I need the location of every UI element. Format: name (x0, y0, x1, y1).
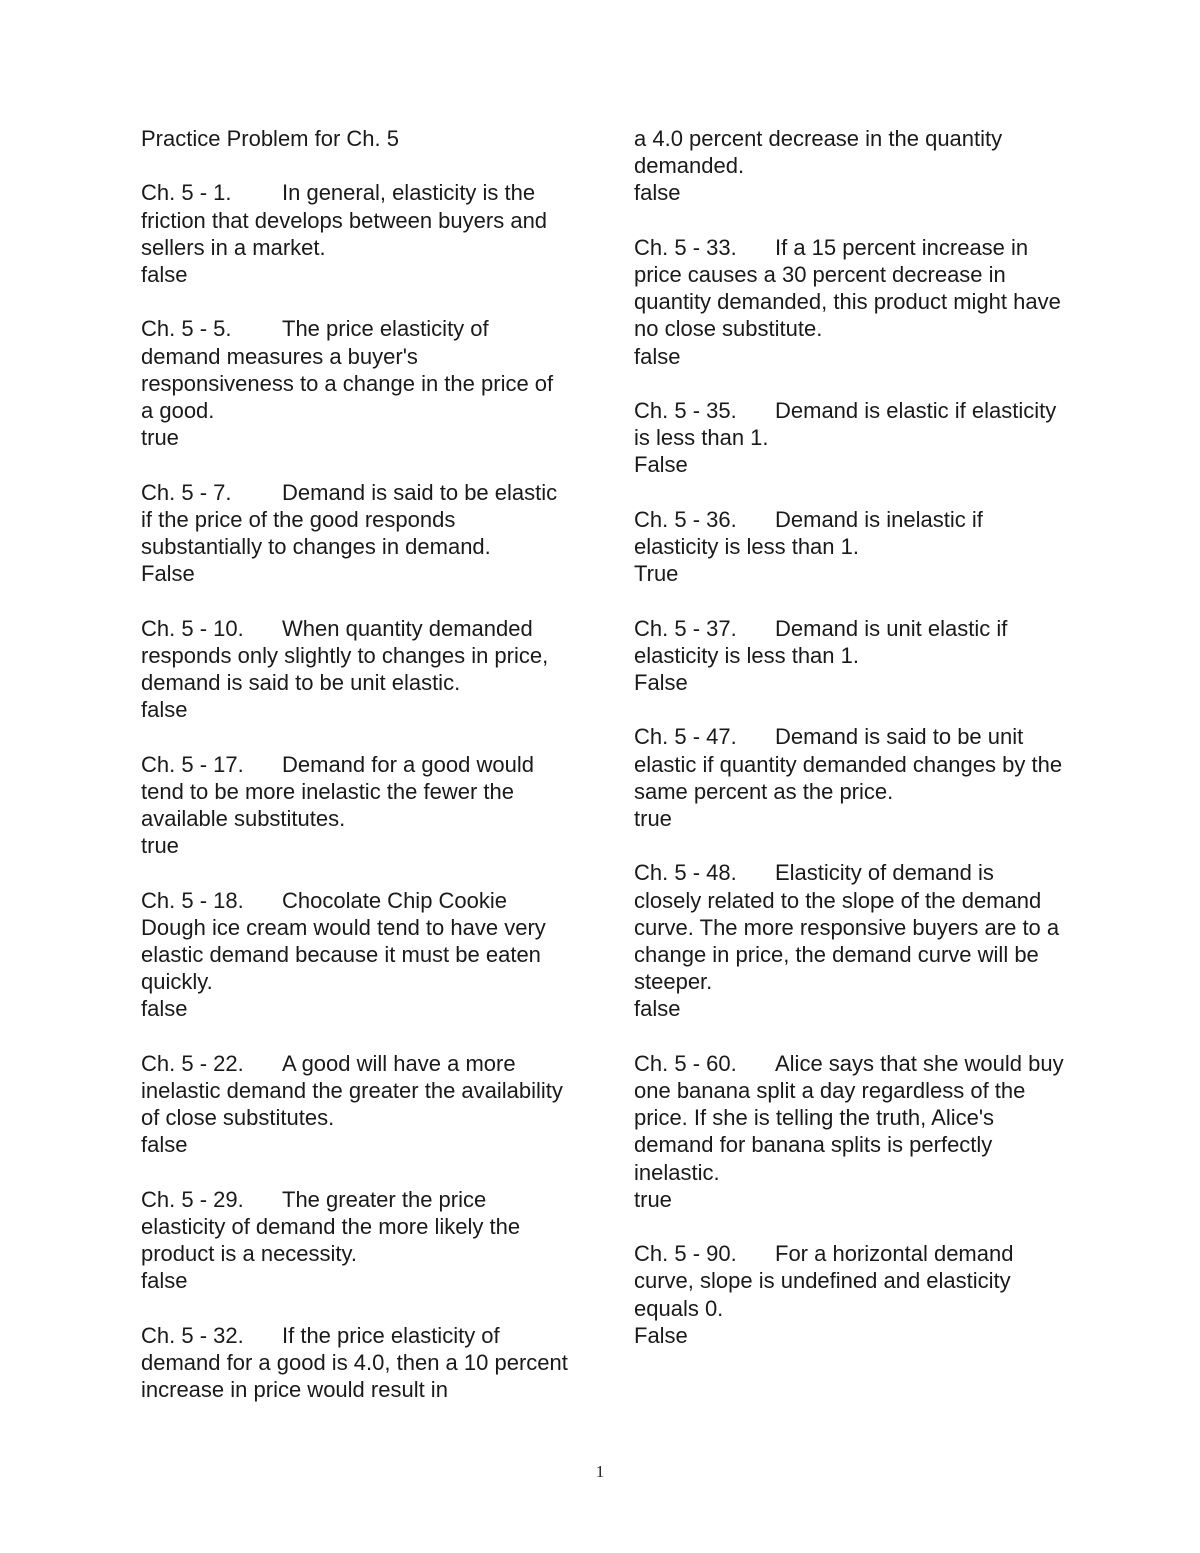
question-label: Ch. 5 - 5. (141, 316, 232, 342)
question-item (141, 751, 571, 860)
question-answer: False (141, 561, 195, 587)
page-number: 1 (595, 1462, 605, 1481)
question-label: Ch. 5 - 60. (634, 1050, 737, 1076)
left-column (141, 125, 571, 1431)
question-text: Demand is said to be unit elastic if quantity demanded changes by the same percent as the price. (634, 724, 1063, 804)
question-item (634, 1240, 1064, 1349)
continuation-text: a 4.0 percent decrease in the quantity demanded. (634, 126, 1003, 179)
question-text: When quantity demanded responds only slightly to changes in price, demand is said to be unit elastic. (141, 615, 549, 695)
question-item (634, 234, 1064, 370)
question-answer: False (634, 452, 688, 478)
question-text: Demand is elastic if elasticity is less than 1. (634, 398, 1057, 451)
question-answer: False (634, 670, 688, 695)
question-answer: true (141, 833, 179, 859)
question-label: Ch. 5 - 17. (141, 751, 244, 777)
question-answer: false (634, 343, 681, 369)
question-label: Ch. 5 - 47. (634, 724, 737, 750)
question-label: Ch. 5 - 18. (141, 887, 244, 913)
question-label: Ch. 5 - 35. (634, 398, 737, 423)
question-label: Ch. 5 - 36. (634, 506, 737, 532)
question-text: A good will have a more inelastic demand the greater the availability of close substitutes. (141, 1050, 563, 1131)
question-answer: true (634, 1186, 672, 1212)
question-item (634, 397, 1064, 479)
question-text: In general, elasticity is the friction that develops between buyers and sellers in a market. (141, 180, 548, 260)
question-item (141, 615, 571, 724)
question-item (634, 615, 1064, 697)
question-answer: false (141, 1132, 188, 1158)
question-label: Ch. 5 - 37. (634, 615, 737, 641)
question-label: Ch. 5 - 1. (141, 180, 232, 206)
question-label: Ch. 5 - 48. (634, 860, 737, 886)
question-answer: false (634, 180, 681, 206)
question-text: Demand is unit elastic if elasticity is less than 1. (634, 615, 1008, 668)
question-label: Ch. 5 - 33. (634, 234, 737, 260)
question-text: Chocolate Chip Cookie Dough ice cream would tend to have very elastic demand because it must be eaten quickly. (141, 887, 546, 995)
question-answer: false (141, 697, 188, 723)
question-item (634, 506, 1064, 588)
question-text: If a 15 percent increase in price causes a 30 percent decrease in quantity demanded, this product might have no close substitute. (634, 234, 1061, 342)
question-answer: True (634, 561, 679, 587)
question-item (141, 179, 571, 288)
question-item (634, 859, 1064, 1022)
question-text: Demand for a good would tend to be more inelastic the fewer the available substitutes. (141, 751, 534, 831)
question-label: Ch. 5 - 10. (141, 615, 244, 641)
question-item (141, 1186, 571, 1295)
question-label: Ch. 5 - 29. (141, 1186, 244, 1212)
question-item (141, 887, 571, 1023)
page-title: Practice Problem for Ch. 5 (141, 126, 399, 151)
question-label: Ch. 5 - 7. (141, 479, 232, 505)
question-answer: true (634, 806, 672, 831)
question-text: Demand is inelastic if elasticity is less than 1. (634, 506, 983, 559)
question-text: The greater the price elasticity of demand the more likely the product is a necessity. (141, 1186, 521, 1267)
question-answer: false (634, 996, 681, 1022)
question-text: For a horizontal demand curve, slope is undefined and elasticity equals 0. (634, 1241, 1014, 1321)
question-text: The price elasticity of demand measures a buyer's responsiveness to a change in the price of a good. (141, 316, 554, 423)
question-label: Ch. 5 - 90. (634, 1241, 737, 1267)
question-answer: false (141, 1268, 188, 1294)
right-column (634, 125, 1064, 1376)
question-text: Demand is said to be elastic if the price of the good responds substantially to changes in demand. (141, 479, 558, 559)
question-label: Ch. 5 - 22. (141, 1050, 244, 1076)
question-label: Ch. 5 - 32. (141, 1322, 244, 1348)
question-item (141, 1050, 571, 1159)
question-answer: false (141, 262, 188, 287)
question-continuation (634, 125, 1064, 207)
question-text: If the price elasticity of demand for a good is 4.0, then a 10 percent increase in price would result in (141, 1322, 568, 1403)
question-answer: false (141, 996, 188, 1022)
question-item (634, 1050, 1064, 1213)
question-answer: False (634, 1322, 688, 1348)
question-item (141, 315, 571, 451)
question-text: Elasticity of demand is closely related to the slope of the demand curve. The more responsive buyers are to a change in price, the demand curve will be steeper. (634, 860, 1060, 995)
question-answer: true (141, 425, 179, 451)
question-text: Alice says that she would buy one banana split a day regardless of the price. If she is telling the truth, Alice's demand for banana splits is perfectly inelastic. (634, 1050, 1064, 1185)
question-item (141, 479, 571, 588)
question-item (634, 723, 1064, 832)
question-item (141, 1322, 571, 1404)
